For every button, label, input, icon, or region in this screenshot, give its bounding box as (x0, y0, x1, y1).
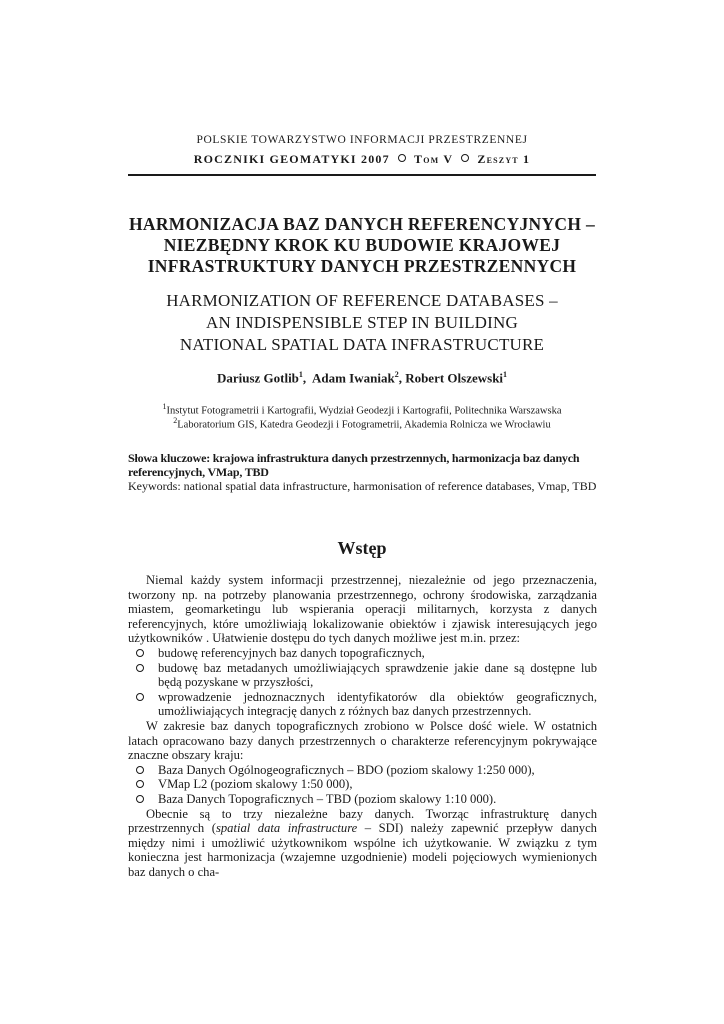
author-affiliation-mark: 1 (503, 370, 508, 379)
title-polish (128, 214, 596, 277)
author-list: Dariusz Gotlib$^1$, Adam Iwaniak$^2$, Robert Olszewski$^1$ (216, 370, 508, 386)
list-item-text: VMap L2 (poziom skalowy 1:50 000), (158, 777, 353, 792)
bullet-circle-icon (136, 649, 144, 657)
title-english-line: NATIONAL SPATIAL DATA INFRASTRUCTURE (179, 335, 545, 354)
list-item-text: Baza Danych Topograficznych – TBD (poziom skalowy 1:10 000). (158, 791, 497, 806)
paragraph-text: – SDI) należy zapewnić przepływ danych między nimi i umożliwić użytkownikom wspólne ich użytkowanie. W związku z tym konieczna jest harmonizacja (wzajemne uzgodnienie) modeli pojęciowych wymienionych baz danych o cha- (128, 821, 597, 879)
bullet-list (128, 763, 597, 807)
title-english-line: HARMONIZATION OF REFERENCE DATABASES – (166, 291, 558, 310)
bullet-circle-icon (136, 766, 144, 774)
journal-line (120, 152, 604, 167)
affiliation-number: 1 (162, 402, 167, 411)
list-item (128, 792, 597, 807)
separator-circle-icon (398, 154, 406, 162)
bullet-list (128, 646, 597, 719)
list-item (128, 777, 597, 792)
title-polish-line: NIEZBĘDNY KROK KU BUDOWIE KRAJOWEJ (163, 235, 561, 255)
keywords-polish: Słowa kluczowe: krajowa infrastruktura danych przestrzennych, harmonizacja baz danych referencyjnych, VMap, TBD (128, 451, 580, 479)
paragraph (128, 807, 597, 880)
keywords-english: Keywords: national spatial data infrastructure, harmonisation of reference databases, Vmap, TBD (128, 479, 597, 493)
bullet-circle-icon (136, 693, 144, 701)
list-item-text: budowę baz metadanych umożliwiających sprawdzenie jakie dane są dostępne lub będą pozyskane w przyszłości, (158, 660, 597, 690)
list-item-text: wprowadzenie jednoznacznych identyfikatorów dla obiektów geograficznych, umożliwiających integrację danych z różnych baz danych przestrzennych. (158, 689, 597, 719)
list-item (128, 646, 597, 661)
author-name: Robert Olszewski (405, 370, 504, 386)
paragraph: W zakresie baz danych topograficznych zrobiono w Polsce dość wiele. W ostatnich latach opracowano bazy danych przestrzennych o charakterze referencyjnym pokrywające znaczne obszary kraju: (128, 718, 597, 763)
list-item (128, 690, 597, 719)
author-affiliation-mark: 2 (394, 370, 399, 379)
bullet-circle-icon (136, 664, 144, 672)
section-heading: Wstęp (337, 538, 387, 558)
bullet-circle-icon (136, 795, 144, 803)
list-item-text: Baza Danych Ogólnogeograficznych – BDO (poziom skalowy 1:250 000), (158, 762, 535, 777)
bullet-circle-icon (136, 780, 144, 788)
italic-term: spatial data infrastructure (215, 821, 358, 836)
list-item (128, 763, 597, 778)
title-english (128, 290, 596, 356)
author-name: Adam Iwaniak (311, 370, 395, 386)
affiliation (128, 402, 596, 417)
issue-label: Zeszyt 1 (477, 152, 531, 166)
affiliation-number: 2 (173, 416, 178, 425)
keywords-block (128, 451, 598, 493)
volume-label: Tom V (413, 152, 453, 166)
paragraph: Niemal każdy system informacji przestrzennej, niezależnie od jego przeznaczenia, tworzony np. na potrzeby planowania przestrzennego, ochrony środowiska, zarządzania miastem, geomarketingu lub wspierania operacji militarnych, korzysta z danych referencyjnych, które umożliwiają lokalizowanie obiektów i zjawisk interesujących jego użytkowników . Ułatwienie dostępu do tych danych możliwe jest m.in. przez: (128, 573, 597, 646)
list-item-text: budowę referencyjnych baz danych topograficznych, (158, 645, 425, 660)
affiliation-text: Instytut Fotogrametrii i Kartografii, Wydział Geodezji i Kartografii, Politechnika Warszawska (166, 405, 562, 417)
title-polish-line: INFRASTRUKTURY DANYCH PRZESTRZENNYCH (147, 256, 577, 276)
body-text (128, 573, 597, 879)
paragraph-text: Obecnie są to trzy niezależne bazy danych. Tworząc infrastrukturę danych przestrzennych ( (128, 806, 597, 836)
author-name: Dariusz Gotlib (216, 370, 299, 386)
list-item (128, 661, 597, 690)
title-english-line: AN INDISPENSIBLE STEP IN BUILDING (206, 313, 518, 332)
society-name: POLSKIE TOWARZYSTWO INFORMACJI PRZESTRZENNEJ (196, 134, 528, 146)
title-polish-line: HARMONIZACJA BAZ DANYCH REFERENCYJNYCH – (128, 214, 596, 234)
affiliation-text: Laboratorium GIS, Katedra Geodezji i Fotogrametrii, Akademia Rolnicza we Wrocławiu (177, 419, 551, 431)
journal-name: ROCZNIKI GEOMATYKI 2007 (193, 152, 390, 166)
affiliation (128, 416, 596, 431)
header-rule (128, 174, 596, 176)
separator-circle-icon (461, 154, 469, 162)
author-affiliation-mark: 1 (298, 370, 303, 379)
